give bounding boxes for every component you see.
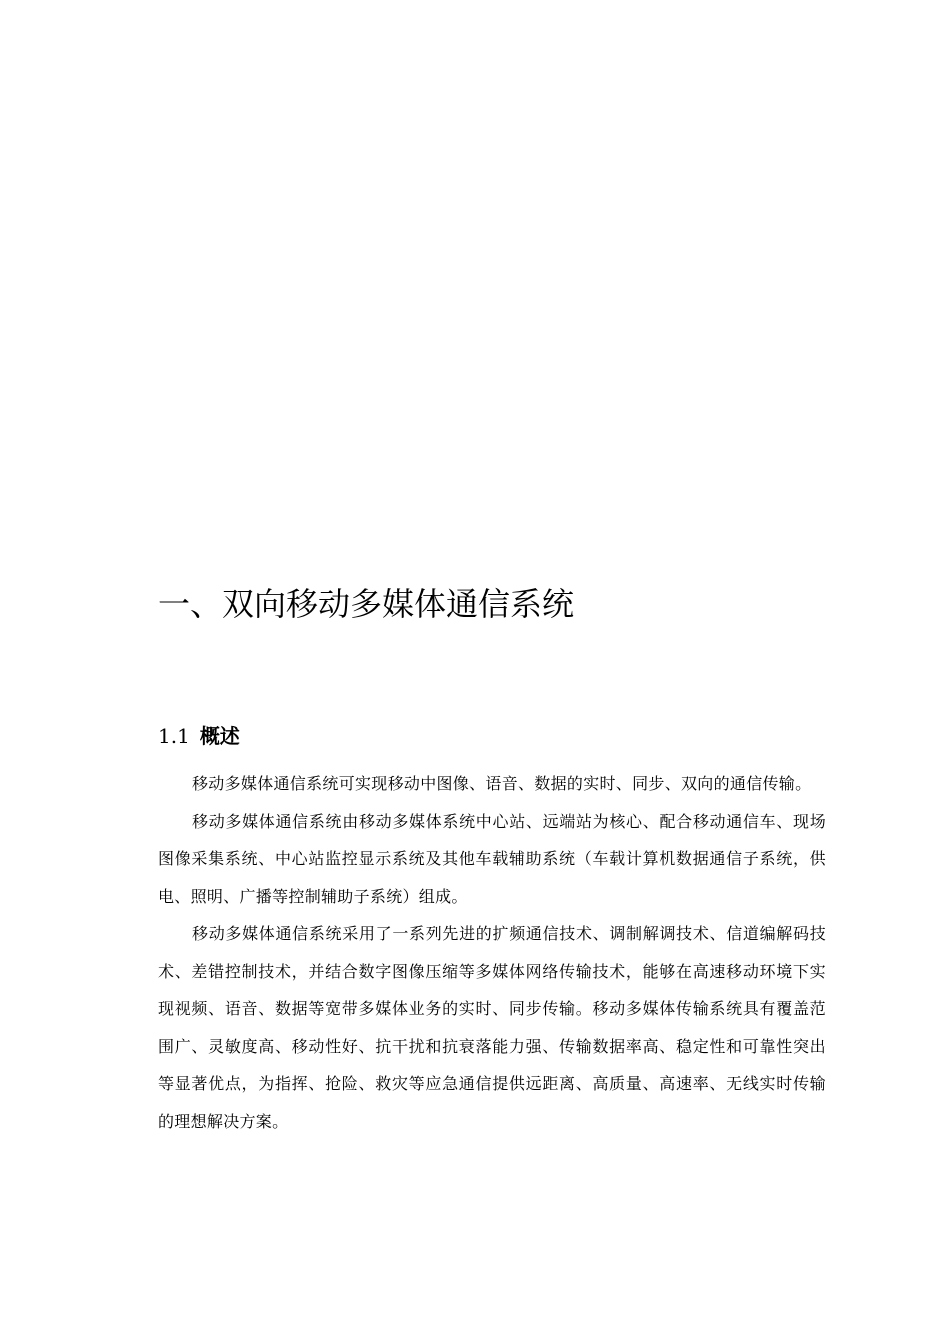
section-number: 1.1 [158,724,190,748]
paragraph-composition: 移动多媒体通信系统由移动多媒体系统中心站、远端站为核心、配合移动通信车、现场图像采集系统、中心站监控显示系统及其他车载辅助系统（车载计算机数据通信子系统，供电、照明、广播等控制辅助子系统）组成。 [158,811,826,906]
section-title: 概述 [199,724,240,748]
chapter-title: 一、双向移动多媒体通信系统 [158,585,575,623]
section-heading [158,722,240,750]
paragraph-intro: 移动多媒体通信系统可实现移动中图像、语音、数据的实时、同步、双向的通信传输。 [192,774,812,793]
paragraph-technology: 移动多媒体通信系统采用了一系列先进的扩频通信技术、调制解调技术、信道编解码技术、差错控制技术，并结合数字图像压缩等多媒体网络传输技术，能够在高速移动环境下实现视频、语音、数据等宽带多媒体业务的实时、同步传输。移动多媒体传输系统具有覆盖范围广、灵敏度高、移动性好、抗干扰和抗衰落能力强、传输数据率高、稳定性和可靠性突出等显著优点，为指挥、抢险、救灾等应急通信提供远距离、高质量、高速率、无线实时传输的理想解决方案。 [158,924,826,1131]
section-body [158,765,826,1140]
